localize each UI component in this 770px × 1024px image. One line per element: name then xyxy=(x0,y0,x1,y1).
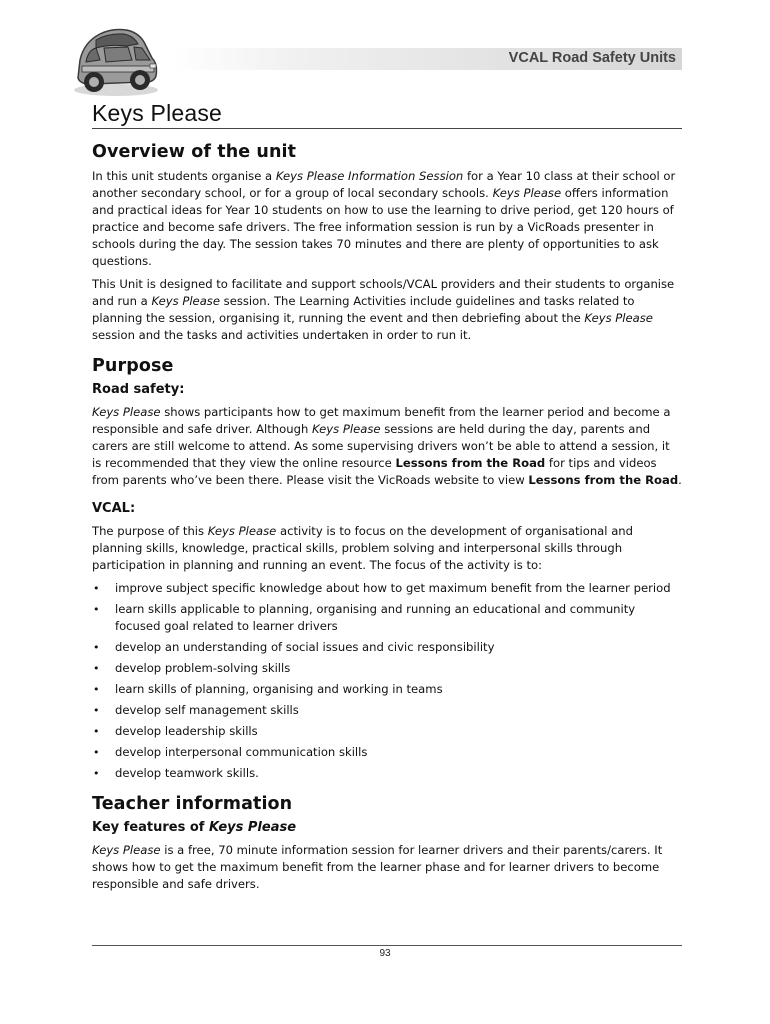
title-rule xyxy=(92,128,682,129)
list-item: • learn skills applicable to planning, organising and running an educational and community focused goal related to learner drivers xyxy=(93,602,636,633)
footer-rule xyxy=(92,945,682,946)
key-features-heading: Key features of Keys Please xyxy=(92,820,297,835)
bullet-icon: • xyxy=(93,767,100,780)
road-safety-heading: Road safety: xyxy=(92,382,185,397)
page-content xyxy=(92,142,682,899)
document-title: Keys Please xyxy=(92,100,223,126)
list-item: • develop leadership skills xyxy=(93,724,258,738)
vcal-heading: VCAL: xyxy=(92,501,136,516)
list-item: • learn skills of planning, organising and working in teams xyxy=(93,682,443,696)
road-safety-paragraph: Keys Please shows participants how to get maximum benefit from the learner period and become a responsible and safe driver. Although Keys Please sessions are held during the day, parents and carers are still welcome to attend. As some supervising drivers won’t be able to attend a session, it is recommended that they view the online resource Lessons from the Road for tips and videos from parents who’ve been there. Please visit the VicRoads website to view Lessons from the Road. xyxy=(92,405,682,487)
running-header-title: VCAL Road Safety Units xyxy=(508,50,676,66)
running-header xyxy=(172,48,682,70)
focus-list xyxy=(92,580,682,782)
list-item: • develop problem-solving skills xyxy=(93,661,291,675)
overview-paragraph-1: In this unit students organise a Keys Please Information Session for a Year 10 class at their school or another secondary school, or for a group of local secondary schools. Keys Please offers information and practical ideas for Year 10 students on how to use the learning to drive period, get 120 hours of practice and become safe drivers. The free information session is run by a VicRoads presenter in schools during the day. The session takes 70 minutes and there are plenty of opportunities to ask questions. xyxy=(92,169,676,268)
list-item: • develop an understanding of social issues and civic responsibility xyxy=(93,640,495,654)
bullet-icon: • xyxy=(93,603,100,616)
bullet-icon: • xyxy=(93,582,100,595)
bullet-icon: • xyxy=(93,641,100,654)
bullet-icon: • xyxy=(93,746,100,759)
bullet-icon: • xyxy=(93,725,100,738)
purpose-heading: Purpose xyxy=(92,356,174,376)
overview-paragraph-2: This Unit is designed to facilitate and support schools/VCAL providers and their students to organise and run a Keys Please session. The Learning Activities include guidelines and tasks related to planning the session, organising it, running the event and then debriefing about the Keys Please session and the tasks and activities undertaken in order to run it. xyxy=(92,277,675,342)
bullet-icon: • xyxy=(93,662,100,675)
page-number: 93 xyxy=(379,948,391,959)
list-item: • develop self management skills xyxy=(93,703,299,717)
small-car-icon xyxy=(66,20,162,100)
key-features-paragraph: Keys Please is a free, 70 minute information session for learner drivers and their parents/carers. It shows how to get the maximum benefit from the learner phase and for learner drivers to become responsible and safe drivers. xyxy=(92,843,663,891)
list-item: • improve subject specific knowledge about how to get maximum benefit from the learner period xyxy=(93,581,671,595)
teacher-information-heading: Teacher information xyxy=(92,794,293,814)
list-item: • develop teamwork skills. xyxy=(93,766,259,780)
overview-heading: Overview of the unit xyxy=(92,142,297,162)
bullet-icon: • xyxy=(93,704,100,717)
bullet-icon: • xyxy=(93,683,100,696)
list-item: • develop interpersonal communication skills xyxy=(93,745,368,759)
vcal-paragraph: The purpose of this Keys Please activity is to focus on the development of organisational and planning skills, knowledge, practical skills, problem solving and interpersonal skills through participation in planning and running an event. The focus of the activity is to: xyxy=(92,524,634,572)
